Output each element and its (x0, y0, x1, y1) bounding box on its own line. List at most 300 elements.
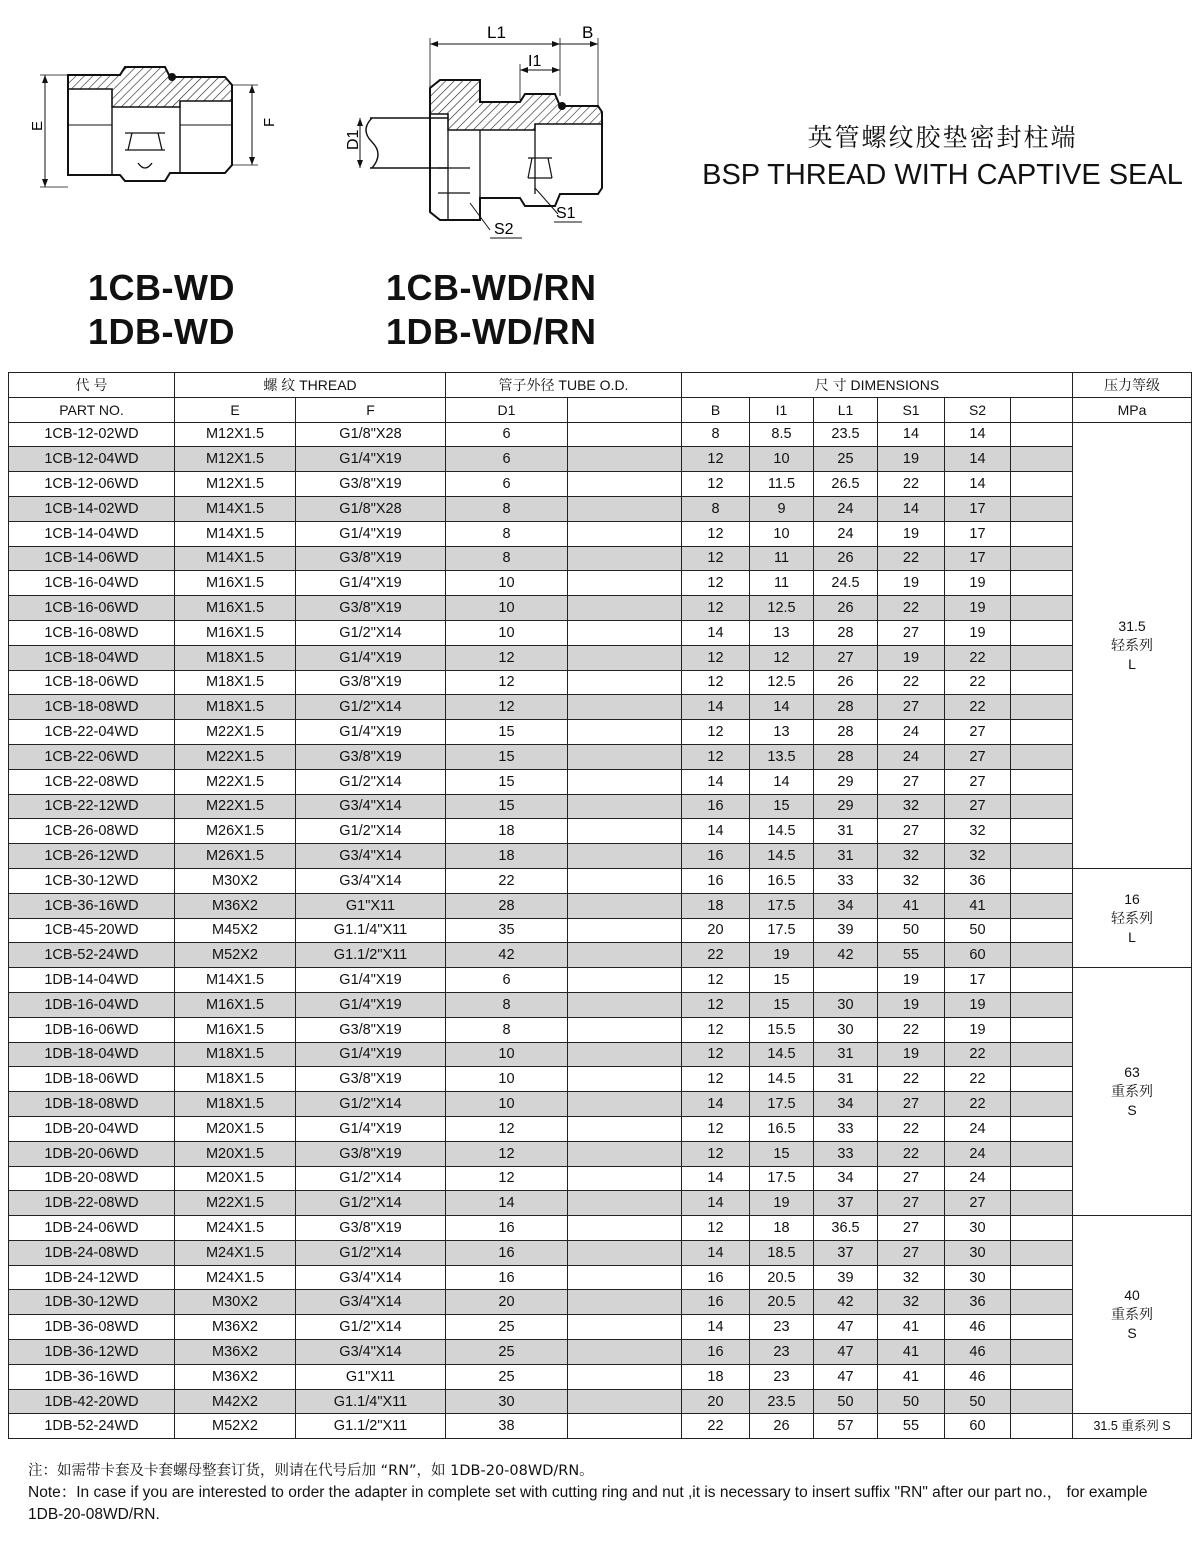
cell-dim-i1: 15 (750, 794, 814, 819)
cell-dim-b: 14 (682, 1166, 750, 1191)
cell-thread-f: G1"X11 (296, 1364, 446, 1389)
cell-thread-f: G1/4"X19 (296, 968, 446, 993)
cell-dim-s2: 19 (945, 620, 1011, 645)
cell-part-no: 1CB-22-04WD (9, 720, 175, 745)
cell-dim-s2: 14 (945, 472, 1011, 497)
cell-dim-s2: 14 (945, 447, 1011, 472)
cell-part-no: 1CB-16-06WD (9, 596, 175, 621)
cell-dim-s1: 27 (878, 1191, 945, 1216)
cell-dim-l1: 28 (814, 720, 878, 745)
cell-dim-s1: 27 (878, 620, 945, 645)
cell-blank (1011, 620, 1073, 645)
cell-dim-s1: 19 (878, 992, 945, 1017)
cell-dim-s2: 22 (945, 670, 1011, 695)
cell-dim-s1: 19 (878, 968, 945, 993)
cell-dim-b: 14 (682, 769, 750, 794)
cell-part-no: 1DB-36-08WD (9, 1315, 175, 1340)
cell-blank (568, 1191, 682, 1216)
cell-dim-l1: 50 (814, 1389, 878, 1414)
cell-thread-f: G1/2"X14 (296, 695, 446, 720)
cell-dim-b: 12 (682, 645, 750, 670)
pressure-rating-line: 31.5 (1118, 617, 1146, 634)
cell-dim-b: 12 (682, 546, 750, 571)
cell-dim-s2: 19 (945, 1017, 1011, 1042)
cell-dim-b: 18 (682, 893, 750, 918)
cell-dim-s2: 27 (945, 794, 1011, 819)
cell-dim-i1: 15 (750, 992, 814, 1017)
cell-dim-s2: 22 (945, 1092, 1011, 1117)
cell-dim-s2: 22 (945, 695, 1011, 720)
label-s2: S2 (494, 221, 514, 238)
cell-blank (1011, 1092, 1073, 1117)
cell-dim-b: 18 (682, 1364, 750, 1389)
cell-dim-s1: 41 (878, 1364, 945, 1389)
cell-thread-e: M36X2 (175, 1315, 296, 1340)
cell-blank (568, 893, 682, 918)
cell-dim-s2: 46 (945, 1340, 1011, 1365)
header-tube-od: 管子外径 TUBE O.D. (446, 373, 682, 398)
fitting-drawing-1cb-wd-rn (330, 18, 630, 243)
cell-dim-b: 22 (682, 943, 750, 968)
cell-tube-d1: 18 (446, 844, 568, 869)
table-row (9, 744, 1192, 769)
cell-blank (1011, 943, 1073, 968)
cell-tube-d1: 38 (446, 1414, 568, 1439)
cell-dim-l1: 47 (814, 1315, 878, 1340)
cell-dim-s2: 27 (945, 720, 1011, 745)
cell-thread-f: G1/4"X19 (296, 447, 446, 472)
table-row (9, 620, 1192, 645)
cell-blank (1011, 695, 1073, 720)
cell-dim-l1: 27 (814, 645, 878, 670)
cell-part-no: 1CB-18-08WD (9, 695, 175, 720)
cell-dim-l1: 47 (814, 1364, 878, 1389)
pressure-rating-line: S (1127, 1102, 1137, 1119)
cell-part-no: 1CB-12-06WD (9, 472, 175, 497)
table-row (9, 1116, 1192, 1141)
cell-thread-e: M22X1.5 (175, 1191, 296, 1216)
cell-blank (568, 918, 682, 943)
cell-dim-s2: 32 (945, 844, 1011, 869)
cell-blank (1011, 472, 1073, 497)
cell-part-no: 1CB-26-08WD (9, 819, 175, 844)
cell-part-no: 1DB-14-04WD (9, 968, 175, 993)
cell-thread-f: G1.1/4"X11 (296, 1389, 446, 1414)
cell-dim-s2: 30 (945, 1216, 1011, 1241)
cell-dim-i1: 14 (750, 769, 814, 794)
cell-dim-s2: 27 (945, 744, 1011, 769)
cell-tube-d1: 20 (446, 1290, 568, 1315)
header-s2: S2 (945, 397, 1011, 422)
cell-blank (568, 1042, 682, 1067)
table-row (9, 1265, 1192, 1290)
cell-dim-l1: 42 (814, 1290, 878, 1315)
cell-dim-i1: 15 (750, 1141, 814, 1166)
cell-blank (1011, 794, 1073, 819)
order-note (28, 1460, 1178, 1526)
pressure-rating-line: 轻系列 (1111, 909, 1154, 926)
cell-part-no: 1CB-16-04WD (9, 571, 175, 596)
cell-thread-e: M18X1.5 (175, 1092, 296, 1117)
cell-blank (568, 868, 682, 893)
cell-dim-b: 22 (682, 1414, 750, 1439)
pressure-rating-cell (1073, 1216, 1192, 1414)
cell-blank (568, 1240, 682, 1265)
cell-thread-f: G3/8"X19 (296, 744, 446, 769)
pressure-rating-cell (1073, 968, 1192, 1216)
table-row (9, 1092, 1192, 1117)
header-l1: L1 (814, 397, 878, 422)
cell-dim-s2: 36 (945, 868, 1011, 893)
cell-part-no: 1DB-20-08WD (9, 1166, 175, 1191)
cell-thread-f: G1/4"X19 (296, 645, 446, 670)
cell-part-no: 1DB-36-16WD (9, 1364, 175, 1389)
cell-dim-s2: 36 (945, 1290, 1011, 1315)
cell-blank (568, 546, 682, 571)
cell-dim-i1: 20.5 (750, 1265, 814, 1290)
cell-tube-d1: 6 (446, 422, 568, 447)
cell-thread-e: M18X1.5 (175, 695, 296, 720)
cell-tube-d1: 8 (446, 546, 568, 571)
label-f: F (261, 117, 278, 127)
cell-thread-e: M30X2 (175, 868, 296, 893)
cell-blank (568, 1340, 682, 1365)
cell-dim-s1: 32 (878, 844, 945, 869)
cell-thread-f: G3/8"X19 (296, 1141, 446, 1166)
cell-blank (568, 819, 682, 844)
cell-blank (568, 596, 682, 621)
cell-dim-i1: 9 (750, 496, 814, 521)
cell-blank (1011, 868, 1073, 893)
table-row (9, 447, 1192, 472)
cell-dim-b: 16 (682, 1290, 750, 1315)
cell-dim-s1: 22 (878, 1141, 945, 1166)
cell-dim-b: 14 (682, 620, 750, 645)
cell-dim-b: 12 (682, 1116, 750, 1141)
cell-thread-f: G3/8"X19 (296, 1017, 446, 1042)
cell-dim-l1: 33 (814, 1141, 878, 1166)
cell-dim-s1: 55 (878, 1414, 945, 1439)
cell-dim-b: 14 (682, 819, 750, 844)
cell-thread-e: M16X1.5 (175, 1017, 296, 1042)
table-row (9, 472, 1192, 497)
cell-dim-l1 (814, 968, 878, 993)
cell-tube-d1: 15 (446, 744, 568, 769)
cell-part-no: 1CB-45-20WD (9, 918, 175, 943)
cell-dim-s1: 22 (878, 1067, 945, 1092)
table-row (9, 571, 1192, 596)
cell-thread-f: G3/8"X19 (296, 1216, 446, 1241)
table-row (9, 1216, 1192, 1241)
pressure-rating-line: 重系列 (1111, 1083, 1154, 1100)
cell-dim-b: 16 (682, 1340, 750, 1365)
header-part-en: PART NO. (9, 397, 175, 422)
cell-thread-f: G1.1/4"X11 (296, 918, 446, 943)
cell-dim-i1: 23.5 (750, 1389, 814, 1414)
cell-blank (568, 1389, 682, 1414)
cell-dim-s1: 14 (878, 496, 945, 521)
table-row (9, 844, 1192, 869)
cell-dim-s2: 24 (945, 1141, 1011, 1166)
table-row (9, 769, 1192, 794)
cell-tube-d1: 16 (446, 1240, 568, 1265)
cell-blank (1011, 819, 1073, 844)
cell-tube-d1: 8 (446, 1017, 568, 1042)
cell-tube-d1: 6 (446, 968, 568, 993)
cell-dim-i1: 12.5 (750, 596, 814, 621)
table-row (9, 1042, 1192, 1067)
cell-part-no: 1DB-30-12WD (9, 1290, 175, 1315)
cell-tube-d1: 10 (446, 596, 568, 621)
cell-blank (1011, 670, 1073, 695)
table-row (9, 422, 1192, 447)
table-row (9, 521, 1192, 546)
cell-thread-f: G1/2"X14 (296, 1315, 446, 1340)
cell-dim-s1: 27 (878, 769, 945, 794)
cell-blank (1011, 1017, 1073, 1042)
cell-dim-b: 12 (682, 1067, 750, 1092)
cell-blank (1011, 968, 1073, 993)
cell-dim-s1: 41 (878, 893, 945, 918)
cell-dim-b: 12 (682, 1042, 750, 1067)
header-s1: S1 (878, 397, 945, 422)
cell-dim-i1: 14.5 (750, 844, 814, 869)
cell-thread-e: M26X1.5 (175, 819, 296, 844)
table-row (9, 695, 1192, 720)
cell-blank (568, 968, 682, 993)
cell-blank (568, 1364, 682, 1389)
cell-thread-f: G1/4"X19 (296, 720, 446, 745)
header-dimensions: 尺 寸 DIMENSIONS (682, 373, 1073, 398)
cell-dim-l1: 26 (814, 596, 878, 621)
cell-dim-s1: 27 (878, 695, 945, 720)
cell-dim-l1: 34 (814, 1166, 878, 1191)
cell-thread-e: M18X1.5 (175, 670, 296, 695)
header-row-1 (9, 373, 1192, 398)
cell-thread-e: M16X1.5 (175, 596, 296, 621)
title-block (700, 120, 1185, 194)
cell-dim-s1: 22 (878, 1116, 945, 1141)
cell-dim-b: 12 (682, 1141, 750, 1166)
cell-dim-s2: 22 (945, 1067, 1011, 1092)
cell-tube-d1: 6 (446, 472, 568, 497)
cell-dim-i1: 26 (750, 1414, 814, 1439)
table-row (9, 1290, 1192, 1315)
cell-part-no: 1DB-24-06WD (9, 1216, 175, 1241)
cell-part-no: 1DB-20-04WD (9, 1116, 175, 1141)
spec-table-body (9, 422, 1192, 1439)
cell-dim-i1: 20.5 (750, 1290, 814, 1315)
cell-thread-f: G1"X11 (296, 893, 446, 918)
cell-dim-b: 12 (682, 720, 750, 745)
cell-dim-s1: 24 (878, 720, 945, 745)
cell-dim-i1: 14 (750, 695, 814, 720)
table-row (9, 1340, 1192, 1365)
cell-blank (1011, 720, 1073, 745)
cell-dim-i1: 11.5 (750, 472, 814, 497)
cell-dim-i1: 17.5 (750, 893, 814, 918)
cell-blank (568, 620, 682, 645)
cell-dim-i1: 8.5 (750, 422, 814, 447)
cell-dim-b: 14 (682, 695, 750, 720)
cell-thread-e: M16X1.5 (175, 571, 296, 596)
title-english: BSP THREAD WITH CAPTIVE SEAL (702, 159, 1183, 191)
cell-dim-b: 8 (682, 496, 750, 521)
model-code-1cb-wd-rn: 1CB-WD/RN (386, 267, 597, 308)
cell-dim-s2: 19 (945, 992, 1011, 1017)
cell-tube-d1: 6 (446, 447, 568, 472)
cell-dim-l1: 42 (814, 943, 878, 968)
cell-tube-d1: 18 (446, 819, 568, 844)
header-f: F (296, 397, 446, 422)
cell-tube-d1: 16 (446, 1265, 568, 1290)
cell-dim-l1: 39 (814, 1265, 878, 1290)
cell-thread-f: G1/2"X14 (296, 1092, 446, 1117)
cell-thread-f: G1/2"X14 (296, 769, 446, 794)
cell-part-no: 1DB-36-12WD (9, 1340, 175, 1365)
cell-thread-f: G3/8"X19 (296, 472, 446, 497)
cell-thread-e: M14X1.5 (175, 968, 296, 993)
cell-thread-e: M20X1.5 (175, 1116, 296, 1141)
cell-dim-s2: 19 (945, 571, 1011, 596)
cell-blank (568, 1166, 682, 1191)
cell-dim-s2: 46 (945, 1315, 1011, 1340)
cell-dim-l1: 28 (814, 695, 878, 720)
cell-dim-i1: 16.5 (750, 868, 814, 893)
cell-dim-b: 8 (682, 422, 750, 447)
cell-part-no: 1CB-52-24WD (9, 943, 175, 968)
table-row (9, 1166, 1192, 1191)
pressure-rating-cell (1073, 1414, 1192, 1439)
cell-dim-i1: 16.5 (750, 1116, 814, 1141)
cell-blank (1011, 1290, 1073, 1315)
header-b: B (682, 397, 750, 422)
cell-blank (1011, 992, 1073, 1017)
cell-part-no: 1CB-18-06WD (9, 670, 175, 695)
pressure-rating-line: 16 (1124, 890, 1140, 907)
cell-dim-s1: 41 (878, 1340, 945, 1365)
cell-part-no: 1DB-24-12WD (9, 1265, 175, 1290)
cell-tube-d1: 8 (446, 992, 568, 1017)
cell-thread-f: G1/2"X14 (296, 1166, 446, 1191)
cell-blank (1011, 1240, 1073, 1265)
cell-blank (568, 720, 682, 745)
cell-dim-s1: 22 (878, 1017, 945, 1042)
cell-dim-s1: 27 (878, 1216, 945, 1241)
cell-thread-f: G3/8"X19 (296, 1067, 446, 1092)
cell-dim-i1: 14.5 (750, 1042, 814, 1067)
cell-dim-i1: 11 (750, 571, 814, 596)
model-code-left (88, 266, 235, 354)
cell-blank (568, 794, 682, 819)
cell-dim-s1: 50 (878, 918, 945, 943)
cell-blank (1011, 496, 1073, 521)
cell-dim-i1: 11 (750, 546, 814, 571)
cell-part-no: 1DB-16-04WD (9, 992, 175, 1017)
cell-thread-e: M22X1.5 (175, 794, 296, 819)
table-row (9, 918, 1192, 943)
cell-blank (568, 1216, 682, 1241)
cell-tube-d1: 12 (446, 645, 568, 670)
cell-blank (568, 943, 682, 968)
cell-thread-e: M16X1.5 (175, 992, 296, 1017)
header-blank (568, 397, 682, 422)
cell-blank (1011, 645, 1073, 670)
cell-thread-e: M14X1.5 (175, 546, 296, 571)
cell-dim-s2: 17 (945, 496, 1011, 521)
cell-dim-s1: 19 (878, 521, 945, 546)
cell-blank (1011, 596, 1073, 621)
cell-thread-e: M36X2 (175, 1364, 296, 1389)
cell-blank (568, 744, 682, 769)
cell-thread-f: G1/2"X14 (296, 1191, 446, 1216)
table-row (9, 1389, 1192, 1414)
cell-dim-b: 12 (682, 1017, 750, 1042)
cell-dim-l1: 31 (814, 819, 878, 844)
cell-blank (1011, 1116, 1073, 1141)
cell-thread-f: G3/4"X14 (296, 1265, 446, 1290)
cell-dim-l1: 57 (814, 1414, 878, 1439)
cell-tube-d1: 25 (446, 1340, 568, 1365)
table-row (9, 819, 1192, 844)
cell-part-no: 1CB-12-02WD (9, 422, 175, 447)
cell-thread-f: G1/2"X14 (296, 819, 446, 844)
cell-blank (568, 1315, 682, 1340)
cell-thread-e: M14X1.5 (175, 521, 296, 546)
cell-dim-i1: 23 (750, 1364, 814, 1389)
table-row (9, 943, 1192, 968)
cell-dim-b: 14 (682, 1240, 750, 1265)
cell-dim-i1: 18.5 (750, 1240, 814, 1265)
header-part-cn: 代 号 (9, 373, 175, 398)
cell-blank (1011, 521, 1073, 546)
cell-dim-s1: 55 (878, 943, 945, 968)
cell-thread-f: G3/8"X19 (296, 596, 446, 621)
cell-dim-l1: 25 (814, 447, 878, 472)
cell-thread-f: G1/4"X19 (296, 571, 446, 596)
table-row (9, 1240, 1192, 1265)
cell-dim-s1: 32 (878, 868, 945, 893)
cell-dim-l1: 26 (814, 546, 878, 571)
cell-tube-d1: 15 (446, 794, 568, 819)
cell-thread-e: M26X1.5 (175, 844, 296, 869)
cell-thread-f: G3/4"X14 (296, 794, 446, 819)
cell-dim-s2: 24 (945, 1116, 1011, 1141)
cell-thread-e: M18X1.5 (175, 1042, 296, 1067)
cell-blank (1011, 447, 1073, 472)
cell-tube-d1: 10 (446, 620, 568, 645)
header-e: E (175, 397, 296, 422)
cell-dim-s1: 22 (878, 670, 945, 695)
table-row (9, 645, 1192, 670)
cell-thread-e: M36X2 (175, 1340, 296, 1365)
cell-thread-e: M20X1.5 (175, 1166, 296, 1191)
model-code-1db-wd: 1DB-WD (88, 311, 235, 352)
cell-dim-i1: 19 (750, 943, 814, 968)
cell-dim-i1: 17.5 (750, 918, 814, 943)
cell-dim-i1: 13 (750, 720, 814, 745)
cell-tube-d1: 28 (446, 893, 568, 918)
cell-dim-s1: 27 (878, 819, 945, 844)
cell-blank (1011, 1414, 1073, 1439)
cell-dim-s2: 60 (945, 1414, 1011, 1439)
cell-dim-l1: 34 (814, 893, 878, 918)
cell-thread-e: M20X1.5 (175, 1141, 296, 1166)
cell-thread-e: M24X1.5 (175, 1216, 296, 1241)
header-pressure-cn: 压力等级 (1073, 373, 1192, 398)
cell-dim-i1: 18 (750, 1216, 814, 1241)
cell-dim-s1: 19 (878, 645, 945, 670)
